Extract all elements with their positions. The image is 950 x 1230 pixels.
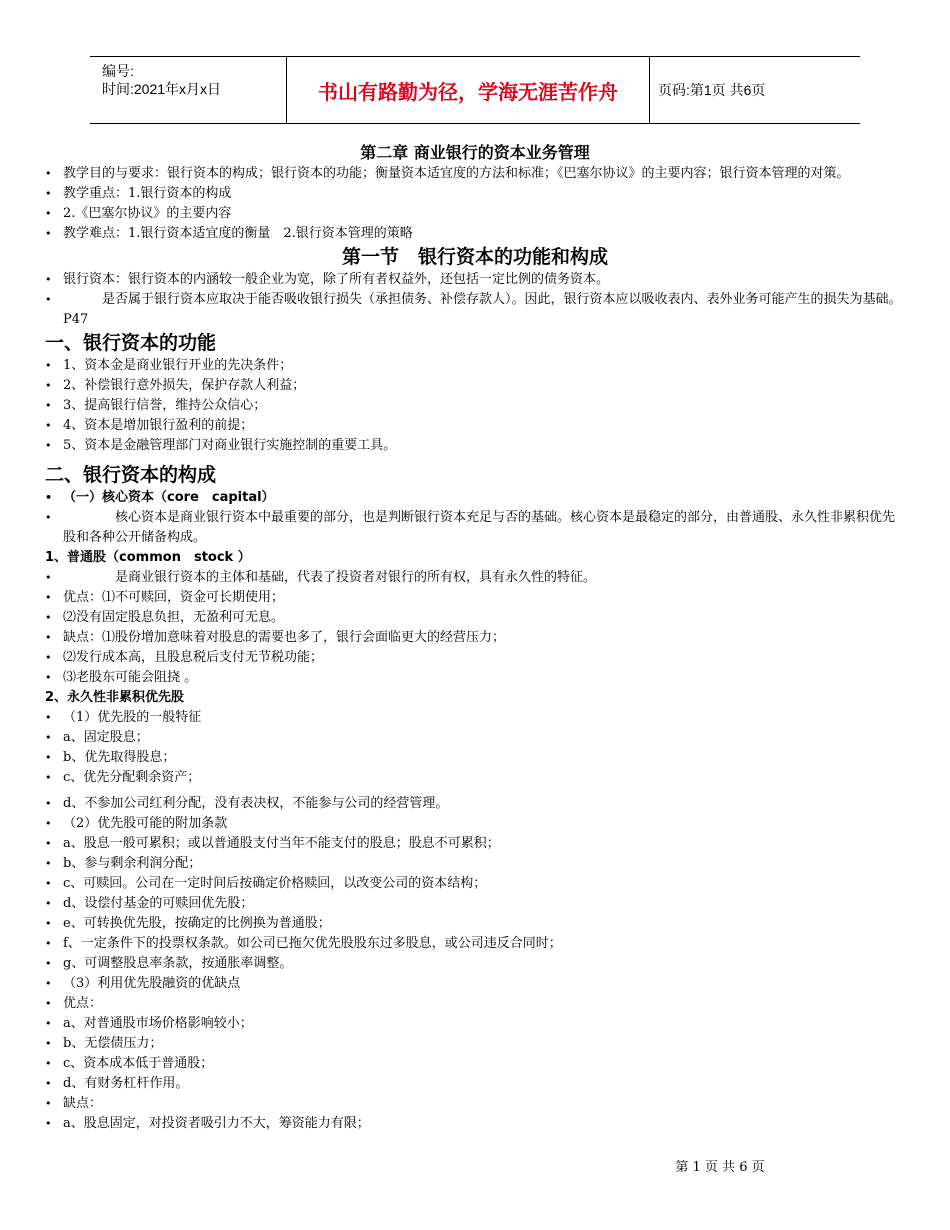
list-item: • 优点： — [45, 994, 905, 1014]
paragraph-line: • 核心资本是商业银行资本中最重要的部分，也是判断银行资本充足与否的基础。核心资本是最稳定的部分，由普通股、永久性非累积优先股和各种公开储备构成。 — [45, 508, 905, 548]
page-header — [90, 56, 860, 124]
list-item: • 优点：⑴不可赎回，资金可长期使用； — [45, 588, 905, 608]
list-item: • g、可调整股息率条款，按通胀率调整。 — [45, 954, 905, 974]
common-stock-title: 1、普通股（common stock ） — [45, 550, 251, 565]
list-item: • f、一定条件下的投票权条款。如公司已拖欠优先股股东过多股息，或公司违反合同时； — [45, 934, 905, 954]
key-point-line: • 教学重点：1.银行资本的构成 — [45, 184, 905, 204]
list-item: • c、优先分配剩余资产； — [45, 768, 905, 788]
heading-functions: 一、银行资本的功能 — [45, 332, 217, 354]
list-item: • b、优先取得股息； — [45, 748, 905, 768]
difficulty-line: • 教学难点：1.银行资本适宜度的衡量 2.银行资本管理的策略 — [45, 224, 905, 244]
list-item: • e、可转换优先股，按确定的比例换为普通股； — [45, 914, 905, 934]
list-item: • 缺点：⑴股份增加意味着对股息的需要也多了，银行会面临更大的经营压力； — [45, 628, 905, 648]
list-item: • ⑵发行成本高，且股息税后支付无节税功能； — [45, 648, 905, 668]
header-meta — [90, 57, 286, 123]
list-item: • b、无偿债压力； — [45, 1034, 905, 1054]
list-item: • d、有财务杠杆作用。 — [45, 1074, 905, 1094]
list-item: • d、不参加公司红利分配，没有表决权，不能参与公司的经营管理。 — [45, 794, 905, 814]
list-item: • 3、提高银行信誉，维持公众信心； — [45, 396, 905, 416]
list-item: • （2）优先股可能的附加条款 — [45, 814, 905, 834]
preferred-stock-title: 2、永久性非累积优先股 — [45, 690, 185, 705]
core-capital-title: • （一）核心资本（core capital） — [45, 488, 905, 508]
list-item: • 是商业银行资本的主体和基础，代表了投资者对银行的所有权，具有永久性的特征。 — [45, 568, 905, 588]
list-item: • 1、资本金是商业银行开业的先决条件； — [45, 356, 905, 376]
paragraph-line: • 是否属于银行资本应取决于能否吸收银行损失（承担债务、补偿存款人）。因此，银行资本应以吸收表内、表外业务可能产生的损失为基础。P47 — [45, 290, 905, 330]
heading-composition: 二、银行资本的构成 — [45, 464, 217, 486]
footer-page-number: 第 1 页 共 6 页 — [675, 1160, 765, 1175]
objectives-line: • 教学目的与要求：银行资本的构成；银行资本的功能；衡量资本适宜度的方法和标准；《巴塞尔协议》的主要内容；银行资本管理的对策。 — [45, 164, 905, 184]
list-item: • b、参与剩余利润分配； — [45, 854, 905, 874]
list-item: • 缺点： — [45, 1094, 905, 1114]
chapter-title: 第二章 商业银行的资本业务管理 — [360, 143, 590, 162]
list-item: • d、设偿付基金的可赎回优先股； — [45, 894, 905, 914]
header-page-label: 页码:第1页 共6页 — [658, 82, 766, 98]
section-title: 第一节 银行资本的功能和构成 — [341, 246, 608, 268]
page-footer — [0, 1156, 950, 1175]
list-item: • 5、资本是金融管理部门对商业银行实施控制的重要工具。 — [45, 436, 905, 456]
list-item: • 2、补偿银行意外损失，保护存款人利益； — [45, 376, 905, 396]
document-body — [45, 142, 905, 1134]
list-item: • （1）优先股的一般特征 — [45, 708, 905, 728]
list-item: • c、可赎回。公司在一定时间后按确定价格赎回，以改变公司的资本结构； — [45, 874, 905, 894]
list-item: • a、对普通股市场价格影响较小； — [45, 1014, 905, 1034]
list-item: • 4、资本是增加银行盈利的前提； — [45, 416, 905, 436]
list-item: • a、股息一般可累积；或以普通股支付当年不能支付的股息；股息不可累积； — [45, 834, 905, 854]
list-item: • a、股息固定，对投资者吸引力不大，筹资能力有限； — [45, 1114, 905, 1134]
list-item: • a、固定股息； — [45, 728, 905, 748]
list-item: • （3）利用优先股融资的优缺点 — [45, 974, 905, 994]
number-label: 编号: — [102, 63, 134, 79]
time-label: 时间:2021年x月x日 — [102, 81, 222, 97]
list-item: • ⑵没有固定股息负担，无盈利可无息。 — [45, 608, 905, 628]
list-item: • c、资本成本低于普通股； — [45, 1054, 905, 1074]
list-item: • ⑶老股东可能会阻挠 。 — [45, 668, 905, 688]
paragraph-line: • 银行资本：银行资本的内涵较一般企业为宽，除了所有者权益外，还包括一定比例的债务资本。 — [45, 270, 905, 290]
header-motto: 书山有路勤为径，学海无涯苦作舟 — [286, 57, 650, 123]
key-point-line: • 2.《巴塞尔协议》的主要内容 — [45, 204, 905, 224]
